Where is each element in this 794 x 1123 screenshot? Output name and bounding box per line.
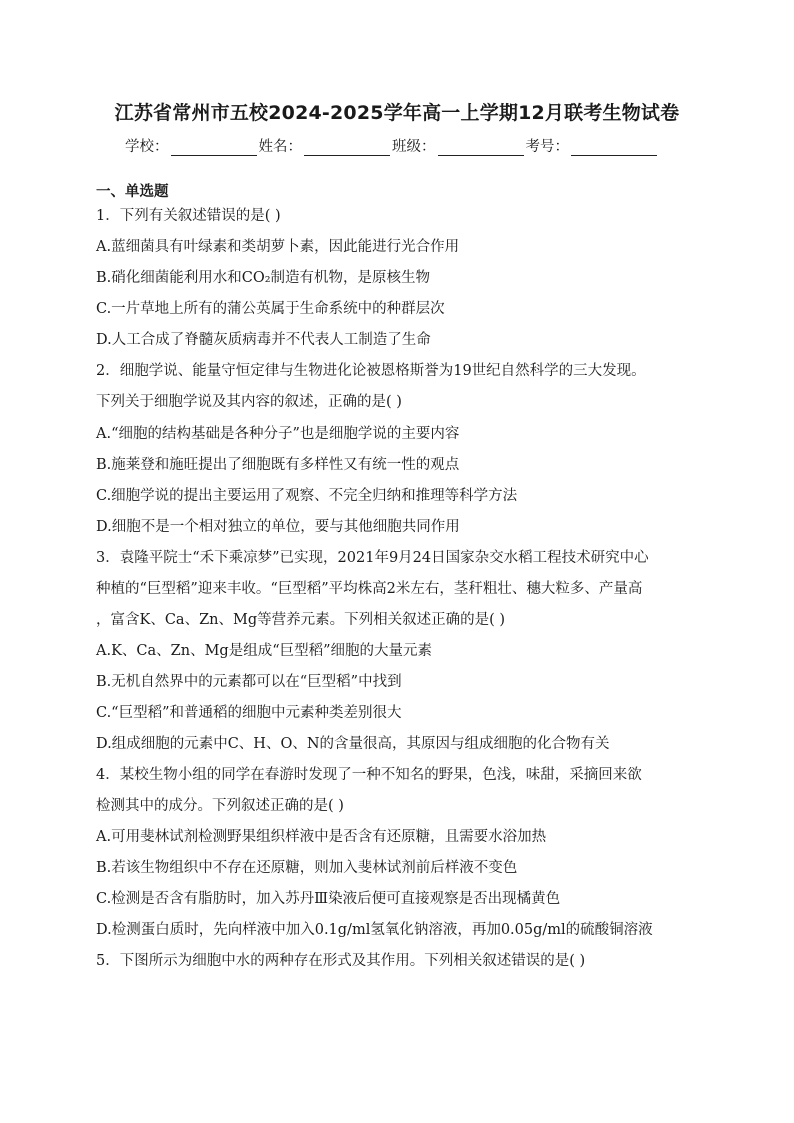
name-label: 姓名： [258, 139, 302, 155]
option-c: C.细胞学说的提出主要运用了观察、不完全归纳和推理等科学方法 [96, 488, 518, 504]
school-blank [171, 139, 257, 156]
question-stem: 下列关于细胞学说及其内容的叙述，正确的是( ) [96, 394, 402, 410]
school-label: 学校： [125, 139, 169, 155]
question-stem: 检测其中的成分。下列叙述正确的是( ) [96, 798, 344, 814]
option-c: C.检测是否含有脂肪时，加入苏丹Ⅲ染液后便可直接观察是否出现橘黄色 [96, 891, 561, 907]
option-b: B.若该生物组织中不存在还原糖，则加入斐林试剂前后样液不变色 [96, 860, 518, 876]
option-c: C.一片草地上所有的蒲公英属于生命系统中的种群层次 [96, 301, 445, 317]
option-a: A.蓝细菌具有叶绿素和类胡萝卜素，因此能进行光合作用 [96, 239, 460, 255]
question-stem: 5．下图所示为细胞中水的两种存在形式及其作用。下列相关叙述错误的是( ) [96, 953, 586, 969]
option-d: D.细胞不是一个相对独立的单位，要与其他细胞共同作用 [96, 519, 460, 535]
question-stem: 3．袁隆平院士“禾下乘凉梦”已实现，2021年9月24日国家杂交水稻工程技术研究中心 [96, 550, 649, 566]
option-b: B.无机自然界中的元素都可以在“巨型稻”中找到 [96, 674, 402, 690]
question-stem: 4．某校生物小组的同学在春游时发现了一种不知名的野果，色浅，味甜，采摘回来欲 [96, 767, 642, 783]
question-stem: 2．细胞学说、能量守恒定律与生物进化论被恩格斯誉为19世纪自然科学的三大发现。 [96, 363, 646, 379]
number-blank [571, 139, 657, 156]
name-blank [304, 139, 390, 156]
option-d: D.组成细胞的元素中C、H、O、N的含量很高，其原因与组成细胞的化合物有关 [96, 736, 610, 752]
class-blank [438, 139, 524, 156]
option-a: A.K、Ca、Zn、Mg是组成“巨型稻”细胞的大量元素 [96, 643, 433, 659]
question-stem: 种植的“巨型稻”迎来丰收。“巨型稻”平均株高2米左右，茎秆粗壮、穗大粒多、产量高 [96, 581, 643, 597]
page-title: 江苏省常州市五校2024-2025学年高一上学期12月联考生物试卷 [114, 102, 680, 124]
section-heading: 一、单选题 [96, 184, 169, 200]
option-c: C.“巨型稻”和普通稻的细胞中元素种类差别很大 [96, 705, 402, 721]
student-info-row [125, 135, 659, 156]
option-a: A.可用斐林试剂检测野果组织样液中是否含有还原糖，且需要水浴加热 [96, 829, 547, 845]
option-b: B.硝化细菌能利用水和CO₂制造有机物，是原核生物 [96, 270, 431, 286]
class-label: 班级： [392, 139, 436, 155]
option-a: A.“细胞的结构基础是各种分子”也是细胞学说的主要内容 [96, 426, 460, 442]
option-d: D.检测蛋白质时，先向样液中加入0.1g/ml氢氧化钠溶液，再加0.05g/ml的硫酸铜溶液 [96, 922, 653, 938]
question-stem: 1．下列有关叙述错误的是( ) [96, 208, 281, 224]
option-d: D.人工合成了脊髓灰质病毒并不代表人工制造了生命 [96, 332, 431, 348]
option-b: B.施莱登和施旺提出了细胞既有多样性又有统一性的观点 [96, 457, 460, 473]
number-label: 考号： [525, 139, 569, 155]
question-stem: ，富含K、Ca、Zn、Mg等营养元素。下列相关叙述正确的是( ) [96, 612, 506, 628]
